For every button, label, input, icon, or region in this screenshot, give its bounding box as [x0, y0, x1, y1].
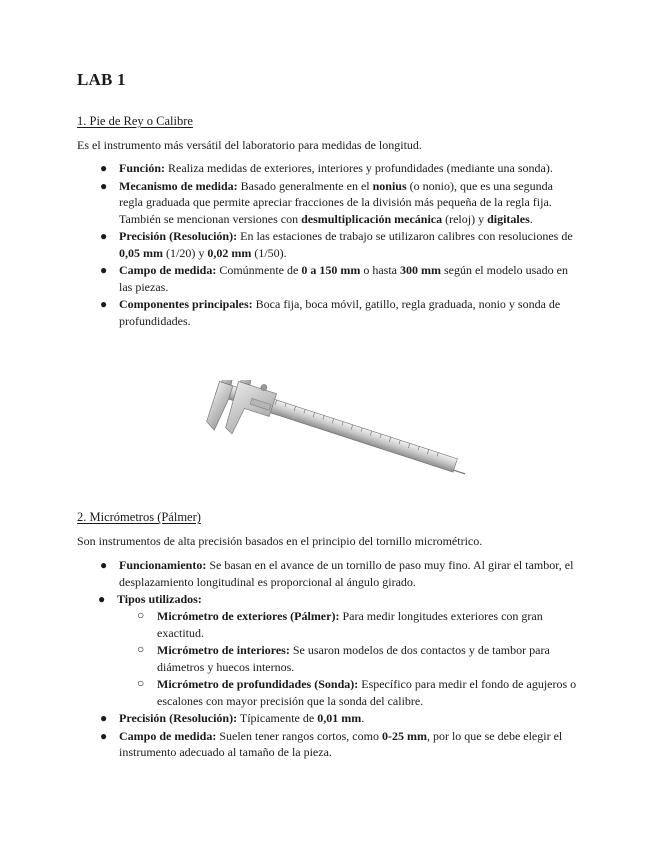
item-text: según el modelo usado en las piezas.: [119, 263, 568, 294]
item-text: Se usaron modelos de dos contactos y de tambor para diámetros y huecos internos.: [157, 643, 550, 674]
list-item: [98, 591, 577, 608]
section-2-list-b: [100, 710, 579, 762]
list-item: [100, 557, 579, 590]
item-emphasis: 0,02 mm: [207, 245, 252, 260]
item-text: , por lo que se debe elegir el instrumento adecuado al tamaño de la pieza.: [119, 728, 563, 759]
item-text: Realiza medidas de exteriores, interiores y profundidades (mediante una sonda).: [165, 161, 553, 175]
item-text: .: [361, 711, 365, 725]
page-title: LAB 1: [77, 70, 126, 89]
list-item: [100, 296, 579, 329]
bullet-icon: ●: [100, 711, 108, 725]
item-label: Mecanismo de medida:: [119, 178, 238, 193]
item-label: Micrómetro de profundidades (Sonda):: [157, 677, 359, 691]
bullet-icon: ●: [98, 592, 106, 606]
item-label: Componentes principales:: [119, 297, 253, 311]
list-item: [137, 608, 579, 641]
item-emphasis: nonius: [372, 178, 407, 193]
item-label: Precisión (Resolución):: [119, 711, 238, 725]
list-item: [100, 160, 579, 177]
section-2-tipos: [98, 591, 577, 609]
item-emphasis: digitales: [487, 211, 530, 226]
item-emphasis: 300 mm: [399, 263, 441, 277]
item-emphasis: 0,05 mm: [119, 245, 163, 260]
item-text: Suelen tener rangos cortos, como: [216, 728, 382, 743]
item-text: Comúnmente de: [216, 263, 302, 277]
item-emphasis: 0,01 mm: [317, 711, 362, 725]
list-item: [100, 710, 579, 727]
list-item: [100, 228, 579, 261]
item-text: Boca fija, boca móvil, gatillo, regla graduada, nonio y sonda de profundidades.: [119, 297, 561, 328]
item-emphasis: 0-25 mm: [381, 728, 427, 743]
bullet-icon: ●: [100, 161, 108, 175]
sub-bullet-icon: ○: [137, 608, 145, 622]
item-label: Precisión (Resolución):: [119, 229, 238, 243]
vernier-caliper-image: [190, 380, 470, 480]
list-item: [100, 178, 579, 228]
item-text: (o nonio), que es una segunda regla graduada que permite apreciar fracciones de la división más pequeña de la regla fija. También se mencionan versiones con: [119, 178, 553, 226]
list-item: [100, 262, 579, 295]
bullet-icon: ●: [100, 297, 108, 311]
bullet-icon: ●: [100, 229, 108, 243]
item-text: o hasta: [360, 263, 400, 277]
sub-bullet-icon: ○: [137, 676, 145, 690]
section-2-list-a: [100, 557, 579, 591]
list-item: [137, 676, 579, 709]
section-1-heading: 1. Pie de Rey o Calibre: [77, 114, 193, 128]
item-emphasis: desmultiplicación mecánica: [301, 211, 443, 226]
item-emphasis: 0 a 150 mm: [301, 263, 361, 277]
section-1-list: [100, 160, 579, 330]
section-1-intro: Es el instrumento más versátil del laboratorio para medidas de longitud.: [77, 138, 422, 152]
bullet-icon: ●: [100, 728, 108, 743]
item-text: En las estaciones de trabajo se utilizaron calibres con resoluciones de: [237, 229, 573, 243]
item-text: (1/20) y: [163, 245, 208, 260]
item-label: Funcionamiento:: [119, 558, 207, 572]
section-2-tipos-sublist: [137, 608, 579, 710]
item-label: Campo de medida:: [119, 263, 217, 277]
list-item: [137, 642, 579, 675]
section-2-heading: 2. Micrómetros (Pálmer): [77, 510, 201, 524]
item-text: (reloj) y: [442, 211, 488, 226]
item-text: .: [529, 211, 533, 226]
list-item: [100, 728, 579, 761]
item-text: (1/50).: [251, 245, 287, 260]
item-text: Se basan en el avance de un tornillo de paso muy fino. Al girar el tambor, el desplazamiento longitudinal es proporcional al ángulo girado.: [119, 558, 574, 589]
bullet-icon: ●: [100, 263, 108, 277]
item-label: Función:: [119, 161, 166, 175]
item-text: Típicamente de: [237, 711, 318, 725]
item-label: Micrómetro de exteriores (Pálmer):: [157, 609, 340, 623]
item-text: Específico para medir el fondo de agujeros o escalones con mayor precisión que la sonda del calibre.: [157, 677, 577, 708]
item-label: Tipos utilizados:: [117, 592, 202, 606]
section-2-intro: Son instrumentos de alta precisión basados en el principio del tornillo micrométrico.: [77, 534, 483, 548]
item-label: Micrómetro de interiores:: [157, 643, 290, 657]
sub-bullet-icon: ○: [137, 642, 145, 656]
item-text: Para medir longitudes exteriores con gran exactitud.: [157, 609, 543, 640]
item-label: Campo de medida:: [119, 728, 217, 743]
item-text: Basado generalmente en el: [237, 178, 373, 193]
bullet-icon: ●: [100, 178, 108, 193]
bullet-icon: ●: [100, 558, 108, 572]
